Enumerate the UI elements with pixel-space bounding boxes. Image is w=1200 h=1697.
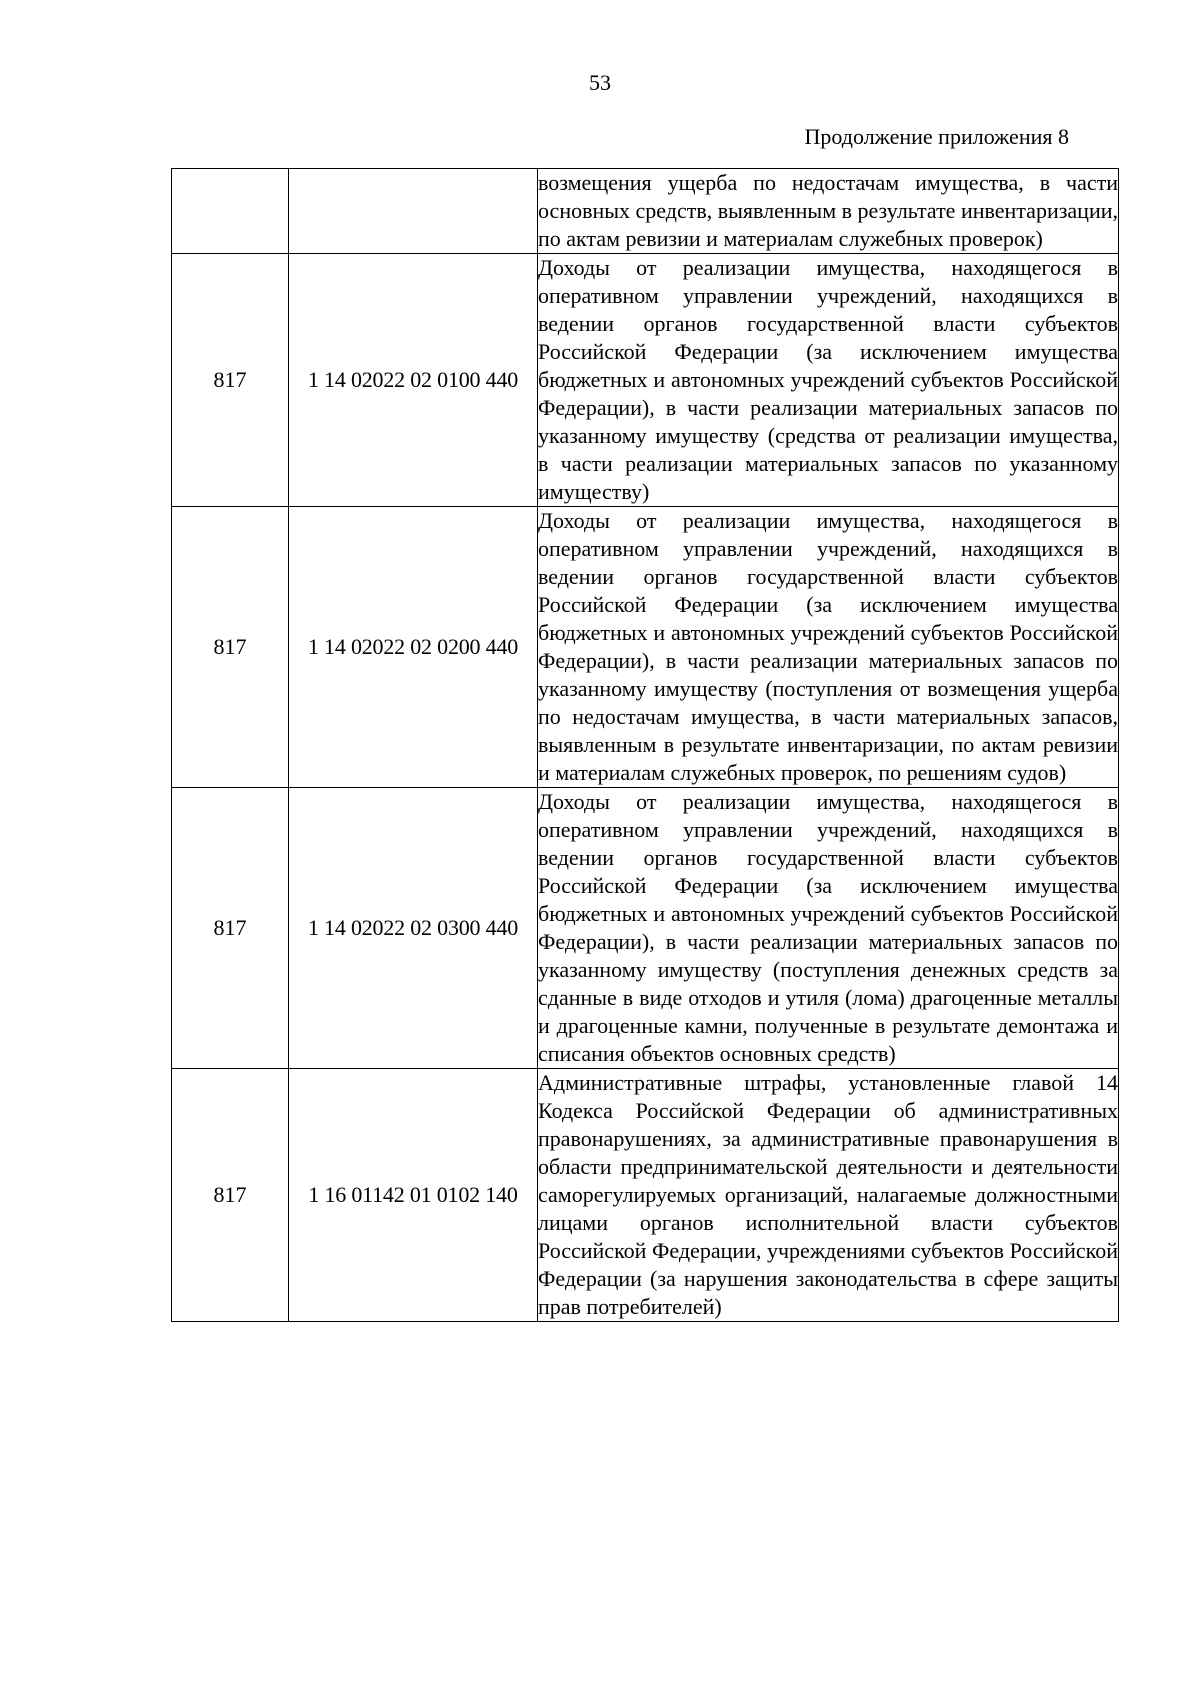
budget-code-cell: 1 14 02022 02 0100 440 bbox=[289, 254, 538, 507]
table-row bbox=[172, 169, 1119, 254]
table-row bbox=[172, 254, 1119, 507]
description-cell: возмещения ущерба по недостачам имущества, в части основных средств, выявленным в результате инвентаризации, по актам ревизии и материалам служебных проверок) bbox=[538, 169, 1119, 254]
budget-code-cell: 1 14 02022 02 0300 440 bbox=[289, 788, 538, 1069]
budget-code-cell: 1 14 02022 02 0200 440 bbox=[289, 507, 538, 788]
description-cell: Доходы от реализации имущества, находящегося в оперативном управлении учреждений, находящихся в ведении органов государственной власти субъектов Российской Федерации (за исключением имущества бюджетных и автономных учреждений субъектов Российской Федерации), в части реализации материальных запасов по указанному имуществу (поступления денежных средств за сданные в виде отходов и утиля (лома) драгоценные металлы и драгоценные камни, полученные в результате демонтажа и списания объектов основных средств) bbox=[538, 788, 1119, 1069]
table-row bbox=[172, 507, 1119, 788]
admin-code-cell bbox=[172, 169, 289, 254]
appendix-continuation-note: Продолжение приложения 8 bbox=[804, 124, 1069, 149]
budget-code-cell bbox=[289, 169, 538, 254]
description-cell: Доходы от реализации имущества, находящегося в оперативном управлении учреждений, находящихся в ведении органов государственной власти субъектов Российской Федерации (за исключением имущества бюджетных и автономных учреждений субъектов Российской Федерации), в части реализации материальных запасов по указанному имуществу (средства от реализации имущества, в части реализации материальных запасов по указанному имуществу) bbox=[538, 254, 1119, 507]
admin-code-cell: 817 bbox=[172, 788, 289, 1069]
budget-code-cell: 1 16 01142 01 0102 140 bbox=[289, 1069, 538, 1322]
description-cell: Административные штрафы, установленные главой 14 Кодекса Российской Федерации об административных правонарушениях, за административные правонарушения в области предпринимательской деятельности и деятельности саморегулируемых организаций, налагаемые должностными лицами органов исполнительной власти субъектов Российской Федерации, учреждениями субъектов Российской Федерации (за нарушения законодательства в сфере защиты прав потребителей) bbox=[538, 1069, 1119, 1322]
table-row bbox=[172, 788, 1119, 1069]
admin-code-cell: 817 bbox=[172, 1069, 289, 1322]
admin-code-cell: 817 bbox=[172, 507, 289, 788]
description-cell: Доходы от реализации имущества, находящегося в оперативном управлении учреждений, находящихся в ведении органов государственной власти субъектов Российской Федерации (за исключением имущества бюджетных и автономных учреждений субъектов Российской Федерации), в части реализации материальных запасов по указанному имуществу (поступления от возмещения ущерба по недостачам имущества, в части материальных запасов, выявленным в результате инвентаризации, по актам ревизии и материалам служебных проверок, по решениям судов) bbox=[538, 507, 1119, 788]
income-codes-table bbox=[171, 168, 1119, 1322]
page-number: 53 bbox=[589, 70, 611, 95]
table-row bbox=[172, 1069, 1119, 1322]
admin-code-cell: 817 bbox=[172, 254, 289, 507]
